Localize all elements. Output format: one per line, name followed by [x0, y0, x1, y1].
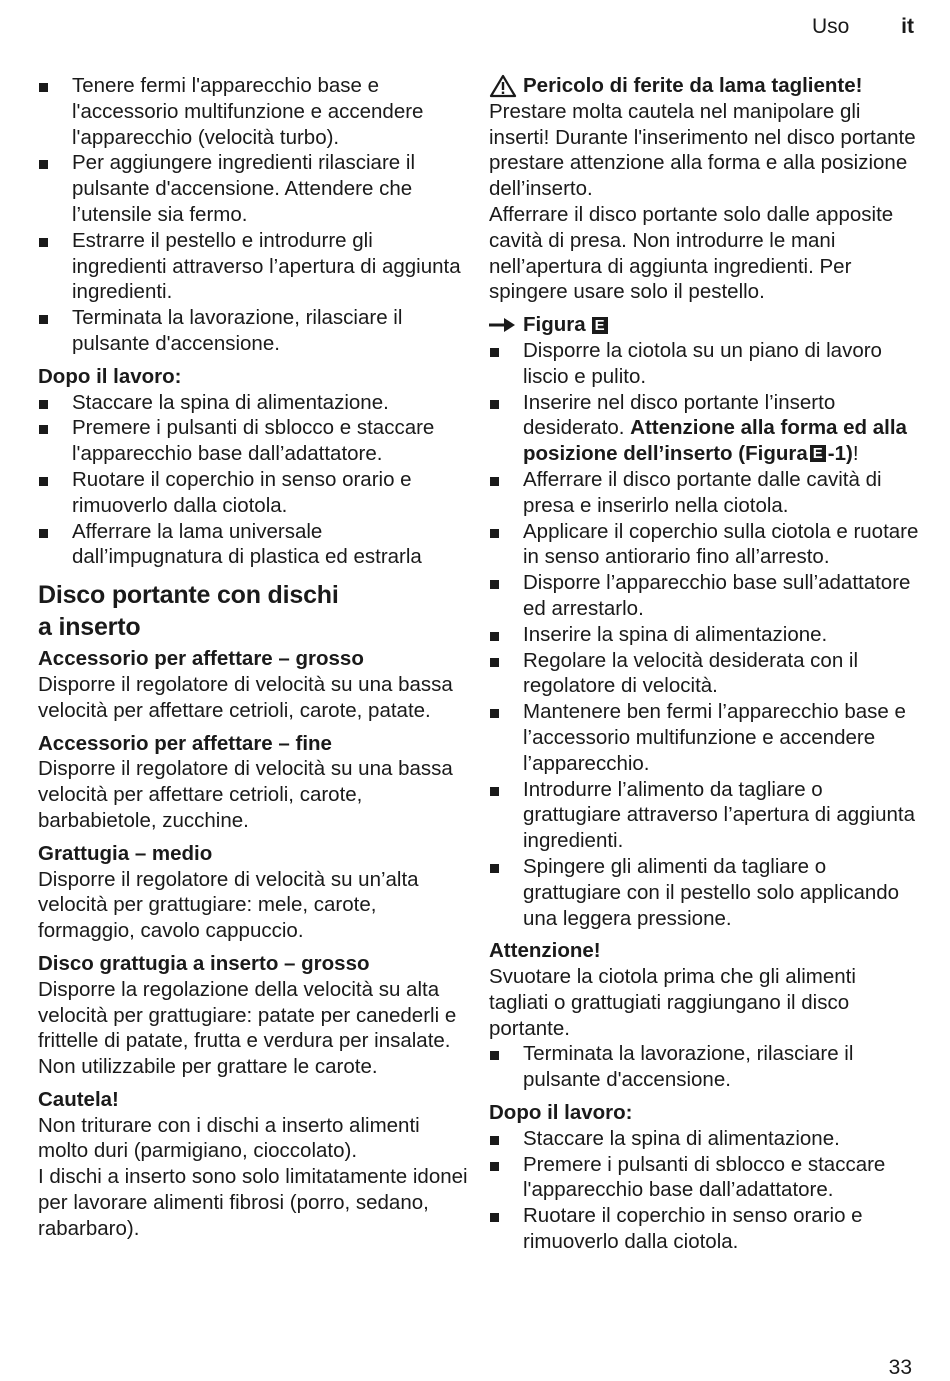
block-title: Grattugia – medio: [38, 841, 213, 865]
list-item: Inserire la spina di alimentazione.: [489, 622, 919, 648]
arrow-right-icon: [489, 317, 517, 333]
section-title-line-2: a inserto: [38, 613, 141, 642]
block-text: Disporre la regolazione della velocità su alta velocità per grattugiare: patate per canederli e frittelle di patate, frutta e verdura per insalate. Non utilizzabile per grattare le carote.: [38, 977, 457, 1079]
block-slicer-fine: [38, 731, 468, 834]
list-item: Staccare la spina di alimentazione.: [38, 390, 468, 416]
after-work-heading: Dopo il lavoro:: [489, 1101, 633, 1125]
block-text: Disporre il regolatore di velocità su una bassa velocità per affettare cetrioli, carote, barbabietole, zucchine.: [38, 757, 453, 832]
header-language: it: [901, 15, 914, 38]
after-work-heading: Dopo il lavoro:: [38, 364, 182, 388]
list-item: Regolare la velocità desiderata con il regolatore di velocità.: [489, 648, 919, 700]
block-text: Disporre il regolatore di velocità su un’alta velocità per grattugiare: mele, carote, formaggio, cavolo cappuccio.: [38, 867, 419, 943]
page-header: [812, 14, 914, 40]
list-item: Staccare la spina di alimentazione.: [489, 1126, 919, 1152]
block-title: Disco grattugia a inserto – grosso: [38, 951, 370, 975]
list-item: Terminata la lavorazione, rilasciare il pulsante d'accensione.: [38, 305, 468, 357]
header-section: Uso: [811, 15, 850, 38]
warning-text-1: Prestare molta cautela nel manipolare gli inserti! Durante l'inserimento nel disco portante prestare attenzione alla forma e alla posizione dell’inserto.: [489, 99, 916, 201]
attention-title: Attenzione!: [489, 939, 601, 963]
warning-title: Pericolo di ferite da lama tagliente!: [523, 74, 863, 97]
page-number: 33: [888, 1356, 912, 1379]
figure-ref-suffix: -1): [827, 442, 853, 466]
caution-title: Cautela!: [38, 1087, 119, 1111]
list-item: Disporre l’apparecchio base sull’adattatore ed arrestarlo.: [489, 570, 919, 622]
warning-heading: [489, 73, 919, 99]
left-column: [38, 73, 468, 1242]
list-item: Ruotare il coperchio in senso orario e rimuoverlo dalla ciotola.: [38, 467, 468, 519]
attention-text: Svuotare la ciotola prima che gli alimenti tagliati o grattugiati raggiungano il disco portante.: [489, 965, 856, 1040]
figure-letter-badge: E: [810, 445, 826, 462]
figure-label: Figura: [523, 313, 586, 337]
warning-triangle-icon: [489, 74, 517, 98]
list-item: Spingere gli alimenti da tagliare o grattugiare con il pestello solo applicando una leggera pressione.: [489, 854, 919, 931]
list-item: Applicare il coperchio sulla ciotola e ruotare in senso antiorario fino all’arresto.: [489, 519, 919, 571]
right-column: [489, 73, 919, 1255]
section-title-line-1: Disco portante con dischi: [38, 581, 339, 610]
list-item: Per aggiungere ingredienti rilasciare il pulsante d'accensione. Attendere che l’utensile sia fermo.: [38, 150, 468, 227]
caution-text-2: I dischi a inserto sono solo limitatamente idonei per lavorare alimenti fibrosi (porro, sedano, rabarbaro).: [38, 1165, 468, 1240]
caution-text-1: Non triturare con i dischi a inserto alimenti molto duri (parmigiano, cioccolato).: [38, 1113, 420, 1163]
left-list-2: [38, 390, 468, 571]
list-item: Mantenere ben fermi l’apparecchio base e l’accessorio multifunzione e accendere l’apparecchio.: [489, 699, 919, 776]
block-slicer-coarse: [38, 646, 468, 723]
figure-reference: [489, 312, 919, 338]
block-text: Disporre il regolatore di velocità su una bassa velocità per affettare cetrioli, carote, patate.: [38, 672, 453, 722]
list-item: Afferrare il disco portante dalle cavità di presa e inserirlo nella ciotola.: [489, 467, 919, 519]
right-list-1: [489, 338, 919, 931]
list-item: Afferrare la lama universale dall’impugnatura di plastica ed estrarla: [38, 519, 468, 571]
right-list-3: [489, 1126, 919, 1255]
block-title: Accessorio per affettare – grosso: [38, 647, 364, 671]
list-item: Premere i pulsanti di sblocco e staccare l'apparecchio base dall’adattatore.: [38, 415, 468, 467]
caution-block: [38, 1087, 468, 1242]
list-item: Terminata la lavorazione, rilasciare il pulsante d'accensione.: [489, 1041, 919, 1093]
list-item-end: !: [852, 442, 859, 466]
list-item: Premere i pulsanti di sblocco e staccare l'apparecchio base dall’adattatore.: [489, 1152, 919, 1204]
list-item-text: Inserire nel disco portante l’inserto desiderato.: [523, 390, 836, 440]
list-item: Ruotare il coperchio in senso orario e rimuoverlo dalla ciotola.: [489, 1203, 919, 1255]
block-grater-coarse: [38, 951, 468, 1080]
list-item: Introdurre l’alimento da tagliare o grattugiare attraverso l’apertura di aggiunta ingredienti.: [489, 777, 919, 854]
list-item: Estrarre il pestello e introdurre gli ingredienti attraverso l’apertura di aggiunta ingredienti.: [38, 228, 468, 305]
left-list-1: [38, 73, 468, 357]
section-title: [38, 579, 468, 643]
list-item: [489, 390, 919, 467]
block-title: Accessorio per affettare – fine: [38, 731, 332, 755]
list-item-emphasis: Attenzione alla forma ed alla posizione dell’inserto (Figura: [523, 416, 907, 466]
list-item: Tenere fermi l'apparecchio base e l'accessorio multifunzione e accendere l'apparecchio (velocità turbo).: [38, 73, 468, 150]
block-grater-medium: [38, 841, 468, 944]
right-list-2: [489, 1041, 919, 1093]
warning-text-2: Afferrare il disco portante solo dalle apposite cavità di presa. Non introdurre le mani nell’apertura di aggiunta ingredienti. Per spingere usare solo il pestello.: [489, 202, 894, 304]
list-item: Disporre la ciotola su un piano di lavoro liscio e pulito.: [489, 338, 919, 390]
figure-letter-badge: E: [592, 317, 608, 334]
